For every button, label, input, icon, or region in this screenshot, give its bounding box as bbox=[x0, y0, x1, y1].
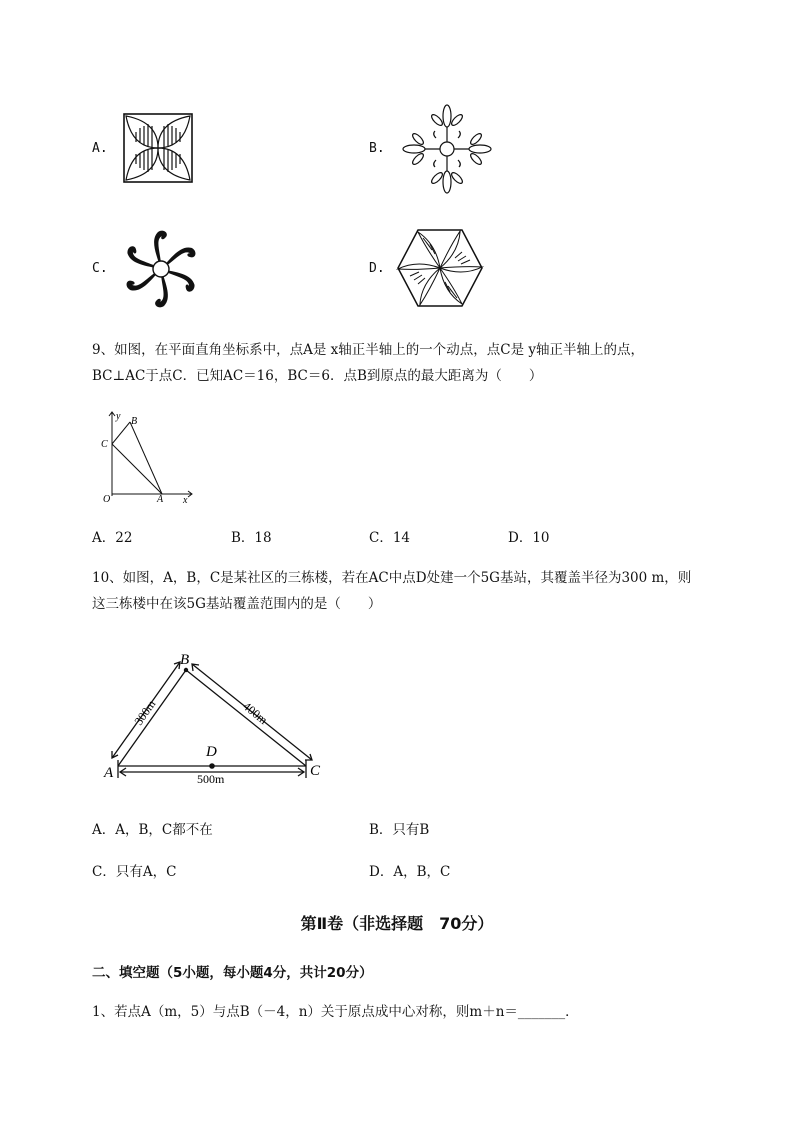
q10-stem-line2: 这三栋楼中在该5G基站覆盖范围内的是（ ） bbox=[92, 596, 382, 612]
q9-option-b: B．18 bbox=[231, 530, 272, 546]
q10-length-ac: 500m bbox=[197, 772, 225, 786]
q8-option-d-label: D. bbox=[369, 261, 385, 276]
q9-figure bbox=[98, 408, 198, 504]
q10-label-a: A bbox=[104, 765, 114, 781]
q10-option-b: B．只有B bbox=[369, 822, 430, 838]
q8-figure-c bbox=[118, 226, 204, 312]
q8-figure-d bbox=[396, 228, 484, 308]
q8-option-a-label: A. bbox=[92, 141, 108, 156]
q10-length-ab: 300m bbox=[131, 697, 159, 728]
q9-point-a-label: A bbox=[157, 494, 164, 504]
q10-label-c: C bbox=[310, 763, 321, 779]
section-2-subtitle: 二、填空题（5小题，每小题4分，共计20分） bbox=[92, 965, 373, 981]
q10-stem-line1: 10、如图，A，B，C是某社区的三栋楼，若在AC中点D处建一个5G基站，其覆盖半径为300 m，则 bbox=[92, 570, 692, 586]
q8-option-b-label: B. bbox=[369, 141, 385, 156]
q8-figure-a bbox=[122, 112, 194, 184]
q10-option-a: A．A，B，C都不在 bbox=[92, 822, 213, 838]
q10-figure bbox=[96, 640, 336, 790]
q8-option-c-label: C. bbox=[92, 261, 108, 276]
q10-option-d: D．A，B，C bbox=[369, 864, 451, 880]
q8-figure-b bbox=[398, 100, 496, 198]
fill-question-1: 1、若点A（m，5）与点B（－4，n）关于原点成中心对称，则m＋n＝_______． bbox=[92, 1004, 579, 1020]
q9-option-c: C．14 bbox=[369, 530, 411, 546]
q9-option-a: A．22 bbox=[92, 530, 133, 546]
q10-option-c: C．只有A，C bbox=[92, 864, 177, 880]
q10-label-b: B bbox=[180, 652, 190, 668]
q10-label-d: D bbox=[206, 744, 217, 760]
q9-stem-line1: 9、如图，在平面直角坐标系中，点A是 x轴正半轴上的一个动点，点C是 y轴正半轴上的点， bbox=[92, 342, 644, 358]
section-2-title: 第Ⅱ卷（非选择题 70分） bbox=[300, 914, 494, 933]
q9-stem-line2: BC⊥AC于点C．已知AC＝16，BC＝6．点B到原点的最大距离为（ ） bbox=[92, 368, 543, 384]
q9-origin-label: O bbox=[103, 494, 111, 504]
q9-point-c-label: C bbox=[101, 439, 108, 450]
q9-x-axis-label: x bbox=[183, 495, 188, 504]
q9-option-d: D．10 bbox=[508, 530, 550, 546]
q10-length-bc: 400m bbox=[240, 699, 271, 728]
q9-y-axis-label: y bbox=[116, 411, 121, 422]
q9-point-b-label: B bbox=[131, 416, 138, 427]
